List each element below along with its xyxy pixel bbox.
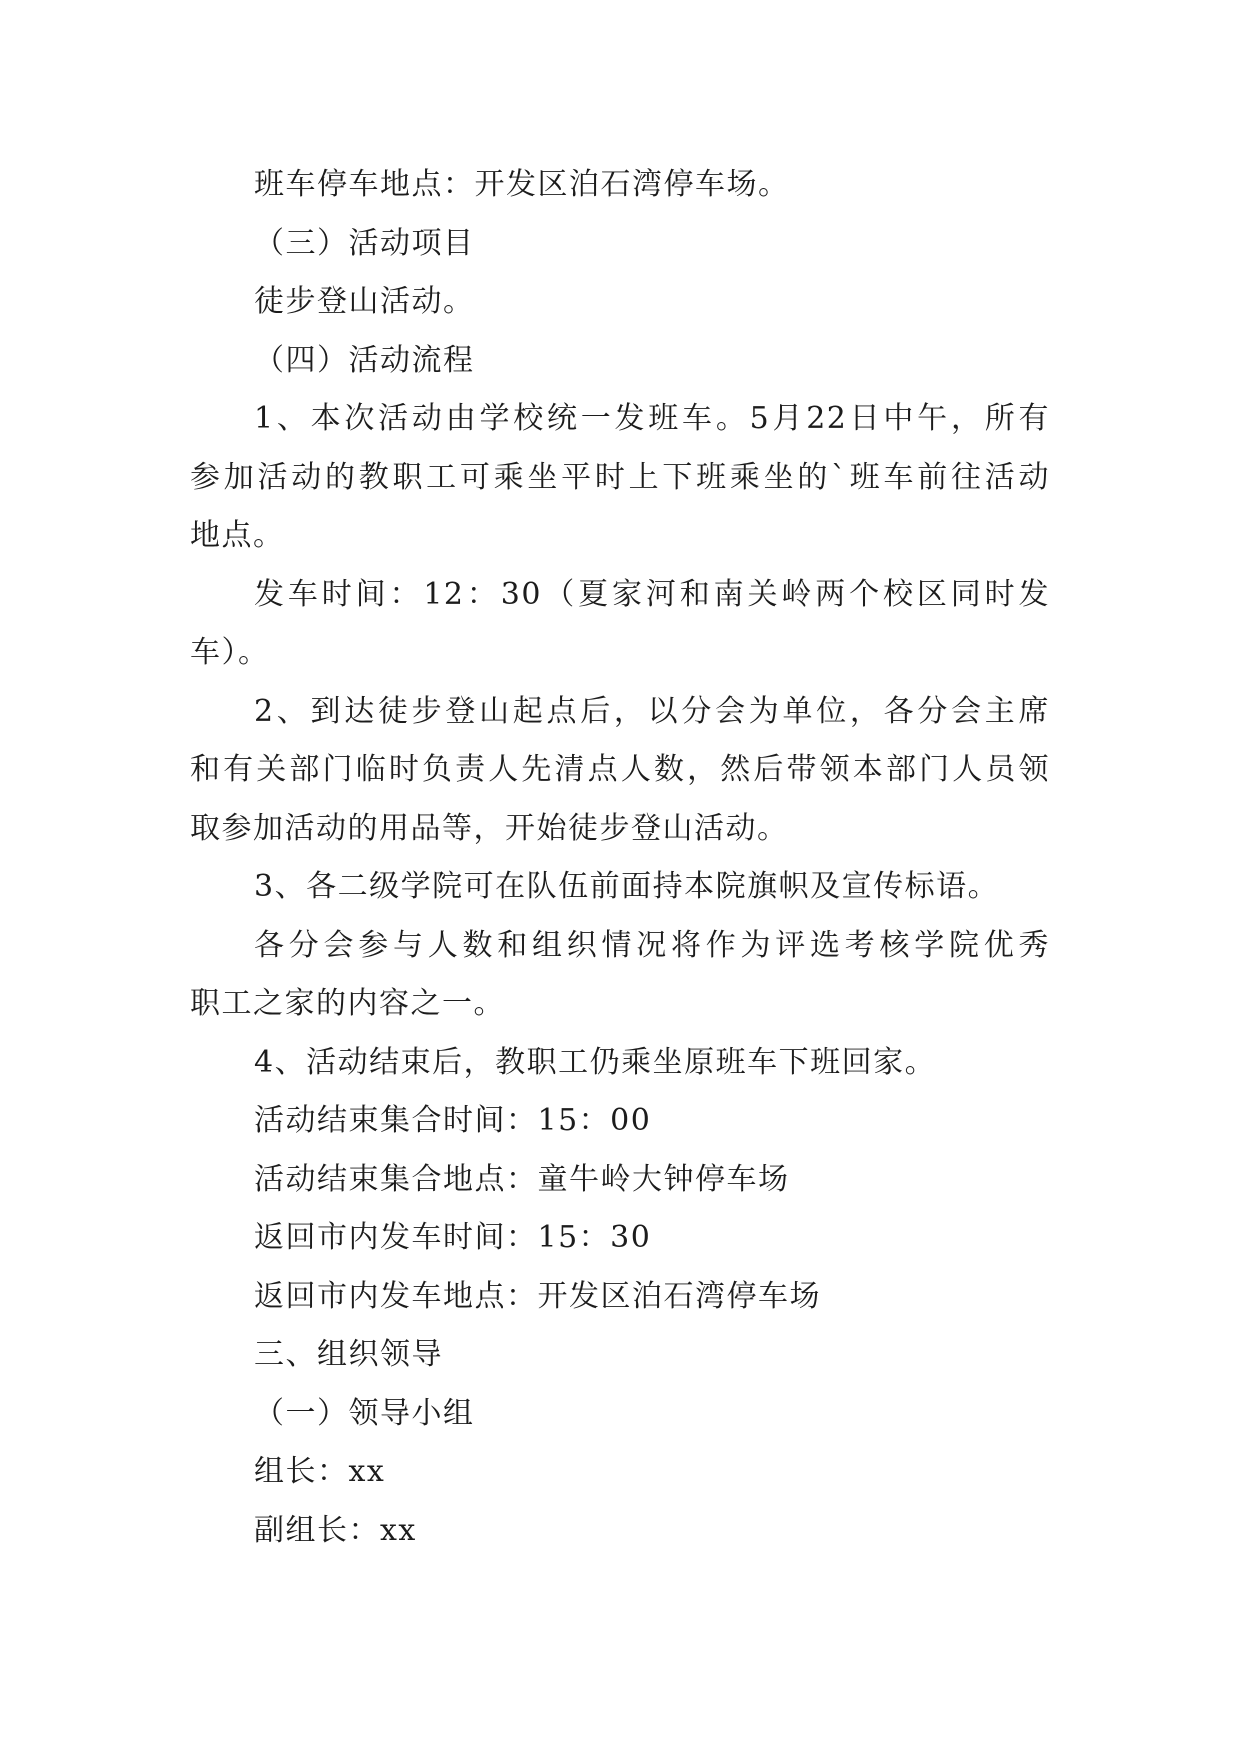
- subsection-heading-activity-process: （四）活动流程: [254, 342, 475, 378]
- evaluation-note-line: 各分会参与人数和组织情况将作为评选考核学院优秀: [254, 927, 1050, 963]
- process-step-3-line: 3、各二级学院可在队伍前面持本院旗帜及宣传标语。: [254, 869, 1000, 904]
- process-step-4-line: 4、活动结束后，教职工仍乘坐原班车下班回家。: [254, 1044, 937, 1080]
- document-body: [190, 156, 1050, 1560]
- process-step-2-line: 和有关部门临时负责人先清点人数，然后带领本部门人员领: [190, 752, 1050, 787]
- process-step-2-line: 取参加活动的用品等，开始徒步登山活动。: [190, 810, 789, 846]
- return-departure-time-line: 返回市内发车时间：15：30: [254, 1220, 652, 1255]
- process-step-2-line: 2、到达徒步登山起点后，以分会为单位，各分会主席: [254, 693, 1050, 729]
- activity-item-line: 徒步登山活动。: [254, 284, 475, 319]
- return-departure-location-line: 返回市内发车地点：开发区泊石湾停车场: [254, 1278, 821, 1314]
- process-step-1-line: 1、本次活动由学校统一发班车。5月22日中午，所有: [254, 401, 1050, 436]
- assembly-time-line: 活动结束集合时间：15：00: [254, 1103, 652, 1138]
- subsection-heading-activity-items: （三）活动项目: [254, 225, 475, 261]
- departure-time-line: 车）。: [190, 635, 270, 670]
- assembly-location-line: 活动结束集合地点：童牛岭大钟停车场: [254, 1161, 790, 1197]
- group-leader-line: 组长：xx: [254, 1454, 386, 1489]
- evaluation-note-line: 职工之家的内容之一。: [190, 986, 505, 1021]
- process-step-1-line: 地点。: [190, 518, 285, 553]
- bus-parking-line: 班车停车地点：开发区泊石湾停车场。: [254, 167, 790, 202]
- subsection-heading-leadership-group: （一）领导小组: [254, 1395, 475, 1431]
- deputy-group-leader-line: 副组长：xx: [254, 1512, 417, 1548]
- section-heading-organization: 三、组织领导: [254, 1337, 443, 1372]
- process-step-1-line: 参加活动的教职工可乘坐平时上下班乘坐的`班车前往活动: [190, 459, 1050, 495]
- departure-time-line: 发车时间：12：30（夏家河和南关岭两个校区同时发: [254, 576, 1050, 612]
